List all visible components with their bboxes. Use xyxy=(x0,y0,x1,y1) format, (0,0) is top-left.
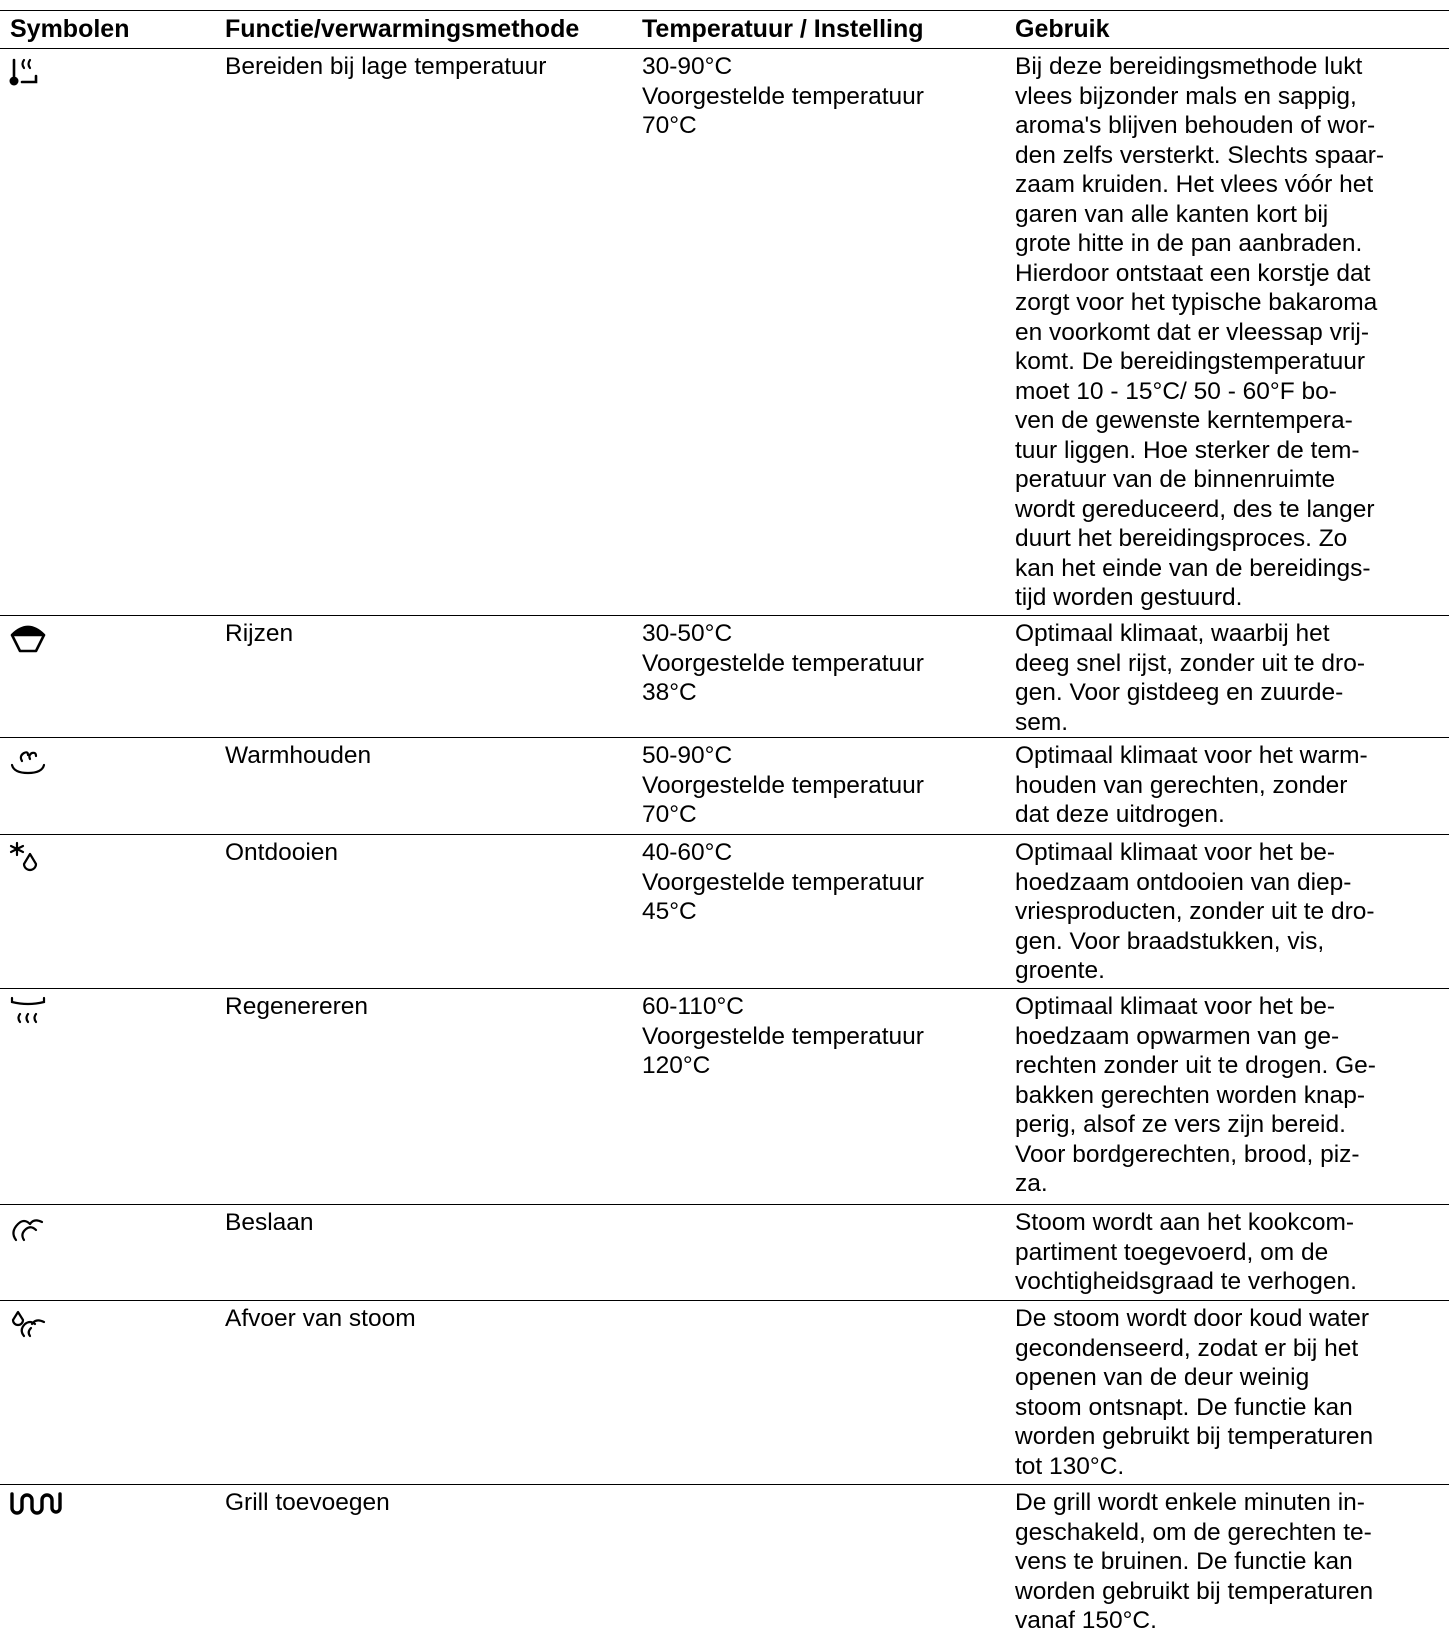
row-temperature: 40-60°C Voorgestelde temperatuur 45°C xyxy=(642,839,924,925)
steam-injection-icon xyxy=(8,1210,64,1250)
row-temperature: 30-50°C Voorgestelde temperatuur 38°C xyxy=(642,620,924,706)
table-row xyxy=(0,1206,1449,1300)
row-rule xyxy=(0,1204,1449,1205)
table-row xyxy=(0,617,1449,737)
row-function: Rijzen xyxy=(225,620,294,647)
row-usage: Stoom wordt aan het kookcom- partiment toegevoerd, om de vochtigheidsgraad te verhogen. xyxy=(1015,1209,1357,1295)
row-usage: Optimaal klimaat voor het be- hoedzaam opwarmen van ge- rechten zonder uit te drogen. Ge- bakken gerechten worden knap- perig, alsof ze vers zijn bereid. Voor bordgerechten, brood, piz- za. xyxy=(1015,993,1376,1197)
row-usage: De stoom wordt door koud water gecondenseerd, zodat er bij het openen van de deur weinig stoom ontsnapt. De functie kan worden gebruikt bij temperaturen tot 130°C. xyxy=(1015,1305,1374,1480)
header-symbols: Symbolen xyxy=(10,15,130,43)
defrost-snowflake-drop-icon xyxy=(8,840,64,880)
steam-extraction-icon xyxy=(8,1306,64,1346)
row-function: Ontdooien xyxy=(225,839,339,866)
row-function: Afvoer van stoom xyxy=(225,1305,416,1332)
row-temperature: 30-90°C Voorgestelde temperatuur 70°C xyxy=(642,53,924,139)
row-function: Beslaan xyxy=(225,1209,314,1236)
table-row xyxy=(0,836,1449,988)
row-function: Regenereren xyxy=(225,993,369,1020)
table-header xyxy=(0,10,1449,48)
row-rule xyxy=(0,615,1449,616)
proving-bowl-icon xyxy=(8,623,64,663)
row-usage: Optimaal klimaat voor het be- hoedzaam ontdooien van diep- vriesproducten, zonder uit te dro- gen. Voor braadstukken, vis, groente. xyxy=(1015,839,1375,984)
row-rule xyxy=(0,988,1449,989)
row-rule xyxy=(0,1300,1449,1301)
table-row xyxy=(0,1302,1449,1484)
row-usage: Optimaal klimaat voor het warm- houden van gerechten, zonder dat deze uitdrogen. xyxy=(1015,742,1368,828)
row-usage: Bij deze bereidingsmethode lukt vlees bijzonder mals en sappig, aroma's blijven behouden of wor- den zelfs versterkt. Slechts spaar- zaam kruiden. Het vlees vóór het garen van alle kanten kort bij grote hitte in de pan aanbraden. Hierdoor ontstaat een korstje dat zorgt voor het typische bakaroma en voorkomt dat er vleessap vrij- komt. De bereidingstemperatuur moet 10 - 15°C/ 50 - 60°F bo- ven de gewenste kerntempera- tuur liggen. Hoe sterker de tem- peratuur van de binnenruimte wordt gereduceerd, des te langer duurt het bereidingsproces. Zo kan het einde van de bereidings- tijd worden gestuurd. xyxy=(1015,53,1385,611)
row-temperature: 60-110°C Voorgestelde temperatuur 120°C xyxy=(642,993,924,1079)
row-usage: Optimaal klimaat, waarbij het deeg snel rijst, zonder uit te dro- gen. Voor gistdeeg en zuurde- sem. xyxy=(1015,620,1365,736)
row-usage: De grill wordt enkele minuten in- geschakeld, om de gerechten te- vens te bruinen. De functie kan worden gebruikt bij temperaturen vanaf 150°C. xyxy=(1015,1489,1374,1634)
row-rule xyxy=(0,1484,1449,1485)
row-function: Warmhouden xyxy=(225,742,372,769)
row-rule xyxy=(0,834,1449,835)
reheat-plate-steam-icon xyxy=(8,994,64,1034)
header-temperature: Temperatuur / Instelling xyxy=(642,15,924,43)
header-function: Functie/verwarmingsmethode xyxy=(225,15,580,43)
grill-element-icon xyxy=(8,1490,64,1530)
keep-warm-plate-icon xyxy=(8,743,64,783)
row-temperature: 50-90°C Voorgestelde temperatuur 70°C xyxy=(642,742,924,828)
header-rule xyxy=(0,48,1449,49)
header-usage: Gebruik xyxy=(1015,15,1110,43)
table-row xyxy=(0,990,1449,1204)
row-function: Bereiden bij lage temperatuur xyxy=(225,53,547,80)
table-row xyxy=(0,1486,1449,1638)
row-rule xyxy=(0,737,1449,738)
table-row xyxy=(0,50,1449,615)
row-function: Grill toevoegen xyxy=(225,1489,390,1516)
low-temperature-thermometer-icon xyxy=(8,54,64,94)
table-row xyxy=(0,739,1449,834)
